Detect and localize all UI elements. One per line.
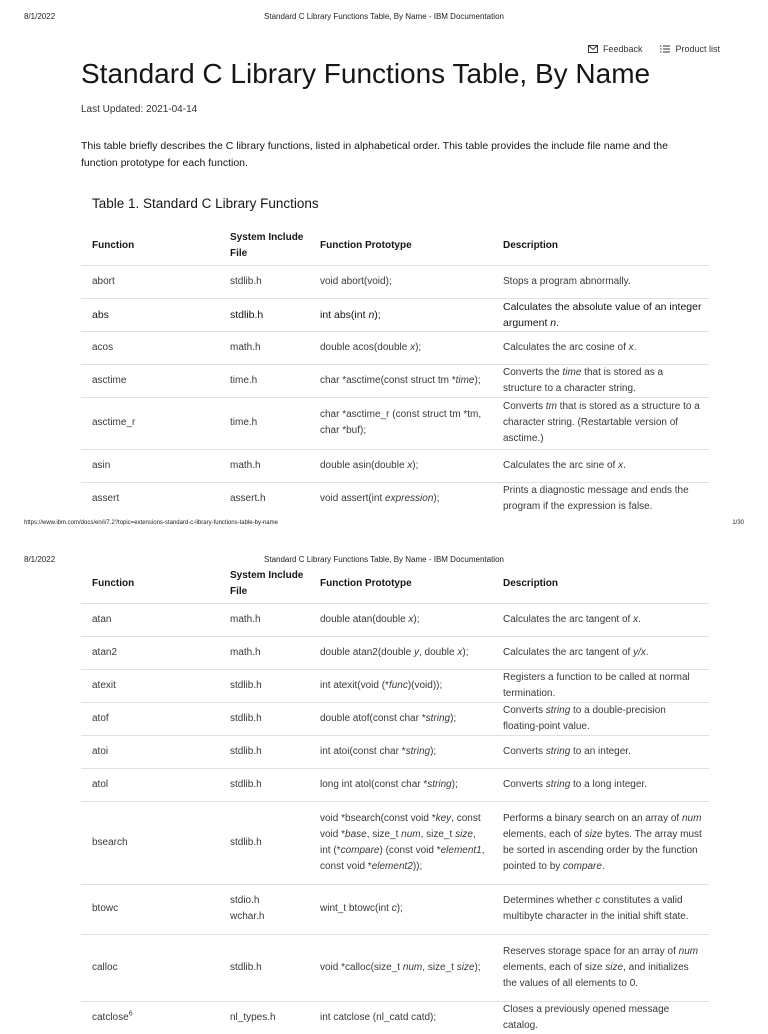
cell-prototype: void assert(int expression); <box>309 482 492 515</box>
functions-table-page-2 <box>81 566 709 1034</box>
page-title: Standard C Library Functions Table, By Name <box>81 58 651 89</box>
table-row <box>81 768 709 801</box>
table-row <box>81 934 709 1001</box>
functions-table-page-1 <box>81 228 709 515</box>
header-prototype: Function Prototype <box>320 240 412 252</box>
feedback-label: Feedback <box>602 44 643 54</box>
cell-description: Calculates the arc tangent of x. <box>492 603 709 636</box>
cell-include-file: stdlib.h <box>219 768 309 801</box>
cell-description: Reserves storage space for an array of num elements, each of size size, and initializes the values of all elements to 0. <box>492 934 709 1001</box>
cell-include-file: stdlib.h <box>219 265 309 298</box>
cell-prototype: int abs(int n); <box>309 298 492 331</box>
cell-function: acos <box>81 331 219 364</box>
cell-function: bsearch <box>81 801 219 884</box>
cell-description: Converts the time that is stored as a structure to a character string. <box>492 364 709 397</box>
table-row <box>81 397 709 449</box>
cell-prototype: long int atol(const char *string); <box>309 768 492 801</box>
cell-description: Calculates the arc sine of x. <box>492 449 709 482</box>
header-description: Description <box>503 240 559 252</box>
print-footer-url: https://www.ibm.com/docs/en/i/7.2?topic=extensions-standard-c-library-functions-table-by-name <box>24 520 278 526</box>
cell-include-file: stdlib.h <box>219 298 309 331</box>
cell-prototype: int catclose (nl_catd catd); <box>309 1001 492 1034</box>
cell-include-file: math.h <box>219 603 309 636</box>
cell-include-file: stdio.h wchar.h <box>219 884 309 934</box>
cell-prototype: char *asctime(const struct tm *time); <box>309 364 492 397</box>
cell-function: atol <box>81 768 219 801</box>
cell-function: btowc <box>81 884 219 934</box>
print-header-title: Standard C Library Functions Table, By Name - IBM Documentation <box>264 555 504 564</box>
feedback-link[interactable] <box>588 44 643 54</box>
cell-function: asin <box>81 449 219 482</box>
print-date: 8/1/2022 <box>24 555 56 564</box>
table-body-page-1 <box>81 265 709 515</box>
cell-include-file: stdlib.h <box>219 801 309 884</box>
product-list-link[interactable] <box>660 44 720 54</box>
cell-include-file: math.h <box>219 449 309 482</box>
print-header-title: Standard C Library Functions Table, By Name - IBM Documentation <box>264 12 504 21</box>
cell-description: Stops a program abnormally. <box>492 265 709 298</box>
cell-include-file: nl_types.h <box>219 1001 309 1034</box>
cell-include-file: time.h <box>219 364 309 397</box>
table-body-page-2 <box>81 603 709 1034</box>
table-row <box>81 482 709 515</box>
table-row <box>81 735 709 768</box>
last-updated: Last Updated: 2021-04-14 <box>81 104 198 115</box>
table-row <box>81 702 709 735</box>
table-row <box>81 636 709 669</box>
cell-prototype: double asin(double x); <box>309 449 492 482</box>
table-header-row <box>81 566 709 603</box>
cell-function: abort <box>81 265 219 298</box>
cell-description: Calculates the arc tangent of y/x. <box>492 636 709 669</box>
feedback-icon <box>588 45 598 53</box>
cell-function: asctime <box>81 364 219 397</box>
cell-prototype: double atan2(double y, double x); <box>309 636 492 669</box>
intro-paragraph: This table briefly describes the C library functions, listed in alphabetical order. This table provides the include file name and the function prototype for each function. <box>81 140 668 169</box>
cell-description: Converts string to a long integer. <box>492 768 709 801</box>
table-caption: Table 1. Standard C Library Functions <box>92 196 319 211</box>
cell-function: atoi <box>81 735 219 768</box>
cell-include-file: stdlib.h <box>219 669 309 702</box>
table-header-row <box>81 228 709 265</box>
header-include-file: System Include File <box>230 232 304 260</box>
cell-prototype: void *bsearch(const void *key, const void *base, size_t num, size_t size, int (*compare) (const void *element1, const void *element2)); <box>309 801 492 884</box>
cell-prototype: double acos(double x); <box>309 331 492 364</box>
table-row <box>81 364 709 397</box>
table-row <box>81 603 709 636</box>
product-list-label: Product list <box>675 44 720 54</box>
cell-prototype: double atan(double x); <box>309 603 492 636</box>
cell-description: Converts string to a double-precision floating-point value. <box>492 702 709 735</box>
cell-include-file: stdlib.h <box>219 735 309 768</box>
cell-function: atof <box>81 702 219 735</box>
cell-include-file: time.h <box>219 397 309 449</box>
cell-prototype: int atexit(void (*func)(void)); <box>309 669 492 702</box>
table-row <box>81 1001 709 1034</box>
table-row <box>81 331 709 364</box>
cell-description: Performs a binary search on an array of num elements, each of size bytes. The array must be sorted in ascending order by the function pointed to by compare. <box>492 801 709 884</box>
list-icon <box>660 45 670 53</box>
table-row <box>81 801 709 884</box>
cell-description: Converts tm that is stored as a structure to a character string. (Restartable version of asctime.) <box>492 397 709 449</box>
cell-description: Calculates the absolute value of an integer argument n. <box>492 298 709 331</box>
cell-include-file: math.h <box>219 636 309 669</box>
toolbar <box>588 44 720 54</box>
header-prototype: Function Prototype <box>320 578 412 590</box>
cell-description: Converts string to an integer. <box>492 735 709 768</box>
print-footer-page: 1/30 <box>732 520 744 526</box>
cell-include-file: stdlib.h <box>219 934 309 1001</box>
cell-prototype: int atoi(const char *string); <box>309 735 492 768</box>
table-row <box>81 669 709 702</box>
cell-prototype: void abort(void); <box>309 265 492 298</box>
header-include-file: System Include File <box>230 570 304 598</box>
cell-function: asctime_r <box>81 397 219 449</box>
cell-prototype: wint_t btowc(int c); <box>309 884 492 934</box>
cell-description: Determines whether c constitutes a valid multibyte character in the initial shift state. <box>492 884 709 934</box>
cell-prototype: void *calloc(size_t num, size_t size); <box>309 934 492 1001</box>
cell-prototype: char *asctime_r (const struct tm *tm, char *buf); <box>309 397 492 449</box>
print-date: 8/1/2022 <box>24 12 56 21</box>
cell-function: catclose$^6$ <box>81 1001 219 1034</box>
cell-include-file: stdlib.h <box>219 702 309 735</box>
cell-function: assert <box>81 482 219 515</box>
print-page-2 <box>0 550 768 1031</box>
cell-description: Registers a function to be called at normal termination. <box>492 669 709 702</box>
cell-include-file: math.h <box>219 331 309 364</box>
cell-function: atexit <box>81 669 219 702</box>
cell-function: atan <box>81 603 219 636</box>
cell-description: Prints a diagnostic message and ends the program if the expression is false. <box>492 482 709 515</box>
table-row <box>81 298 709 331</box>
cell-include-file: assert.h <box>219 482 309 515</box>
cell-function: calloc <box>81 934 219 1001</box>
header-description: Description <box>503 578 559 590</box>
table-row <box>81 884 709 934</box>
table-row <box>81 265 709 298</box>
cell-description: Closes a previously opened message catalog. <box>492 1001 709 1034</box>
cell-function: atan2 <box>81 636 219 669</box>
page-gap <box>0 532 768 550</box>
cell-function: abs <box>81 298 219 331</box>
cell-prototype: double atof(const char *string); <box>309 702 492 735</box>
header-function: Function <box>92 240 135 252</box>
table-row <box>81 449 709 482</box>
cell-description: Calculates the arc cosine of x. <box>492 331 709 364</box>
header-function: Function <box>92 578 135 590</box>
